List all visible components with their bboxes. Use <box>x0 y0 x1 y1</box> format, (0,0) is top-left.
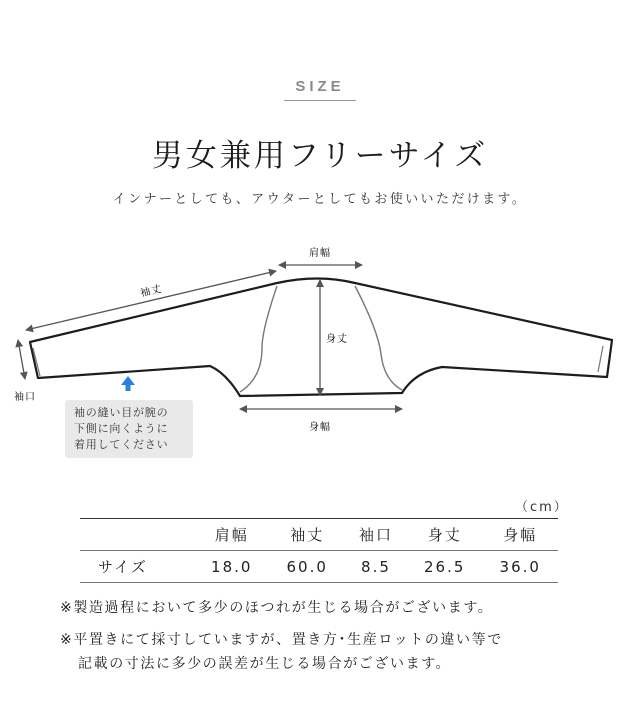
wearing-note <box>65 400 193 458</box>
table-cell: 60.0 <box>286 557 328 576</box>
section-eyebrow: SIZE <box>295 78 345 95</box>
note-line: 袖の縫い目が腕の <box>74 406 169 419</box>
table-header-row <box>80 519 558 551</box>
notes-section <box>60 596 503 676</box>
note-measurement-cont: 記載の寸法に多少の誤差が生じる場合がございます。 <box>78 656 452 672</box>
garment-outline <box>30 279 612 397</box>
column-header: 袖丈 <box>290 526 325 544</box>
table-cell: 8.5 <box>361 557 391 576</box>
column-header: 袖口 <box>358 526 393 544</box>
sleeve-opening-label: 袖口 <box>14 392 36 403</box>
page-title: 男女兼用フリーサイズ <box>151 138 489 174</box>
arrow-up-icon <box>121 376 135 391</box>
note-line: 着用してください <box>74 438 169 451</box>
column-header: 肩幅 <box>214 526 249 544</box>
note-measurement: ※平置きにて採寸していますが、置き方･生産ロットの違い等で <box>60 632 503 648</box>
shoulder-width-label: 肩幅 <box>309 248 331 259</box>
sleeve-opening-arrow <box>18 340 25 379</box>
unit-label: （cm） <box>515 500 569 515</box>
table-cell: 18.0 <box>211 557 253 576</box>
note-line: 下側に向くように <box>74 422 169 435</box>
row-label: サイズ <box>98 558 148 576</box>
page-subtitle: インナーとしても、アウターとしてもお使いいただけます。 <box>112 192 528 207</box>
table-row <box>80 551 558 583</box>
table-cell: 36.0 <box>499 557 541 576</box>
sleeve-length-label: 袖丈 <box>139 283 164 300</box>
note-fraying: ※製造過程において多少のほつれが生じる場合がございます。 <box>60 600 494 616</box>
body-length-label: 身丈 <box>326 334 348 345</box>
table-cell: 26.5 <box>424 557 466 576</box>
eyebrow-underline <box>284 100 356 101</box>
size-table <box>80 518 558 583</box>
column-header <box>80 519 194 551</box>
body-width-label: 身幅 <box>309 422 331 433</box>
column-header: 身丈 <box>427 526 462 544</box>
column-header: 身幅 <box>503 526 538 544</box>
